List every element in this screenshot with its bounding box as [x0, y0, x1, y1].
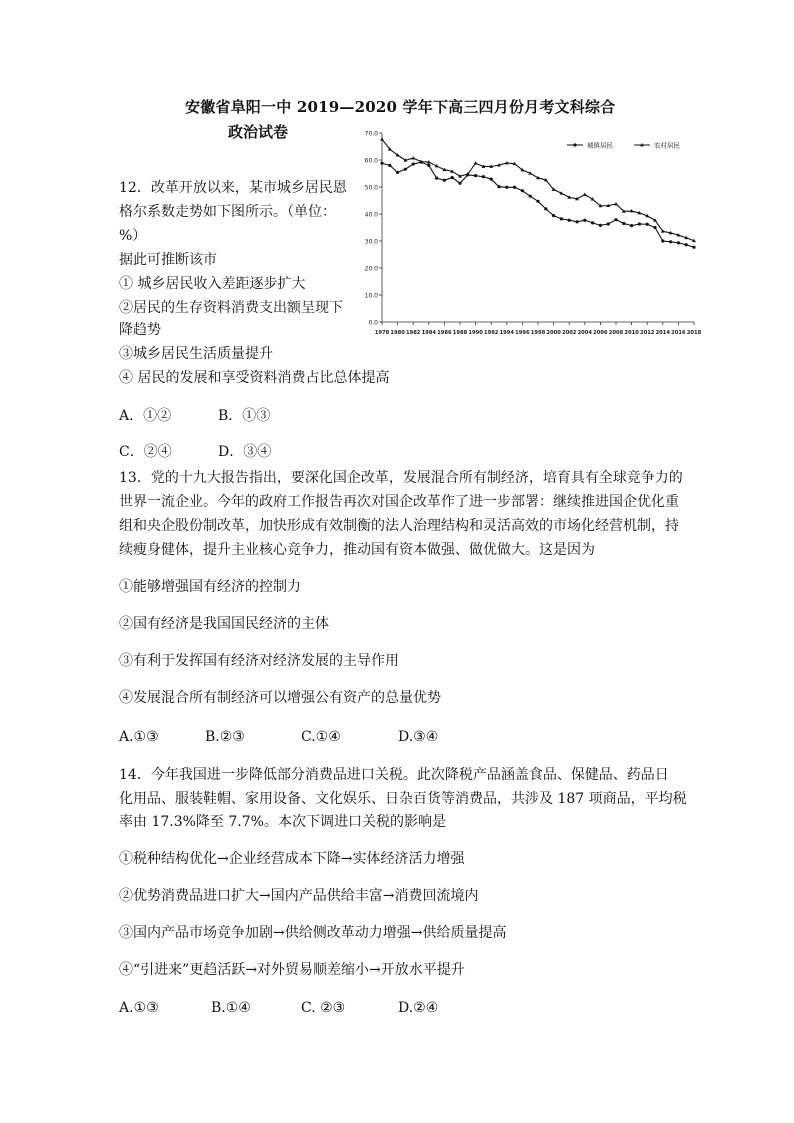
y-tick-label: 50.0 [364, 184, 378, 192]
series-1-point [497, 185, 500, 188]
series-1-point [614, 218, 617, 221]
series-1-point [474, 174, 477, 177]
q13-item-1: ①能够增强国有经济的控制力 [119, 579, 301, 595]
series-1-point [669, 240, 672, 243]
x-tick-label: 2000 [546, 330, 561, 336]
series-1-point [412, 162, 415, 165]
q12-stem-line-3: %） [119, 228, 147, 244]
y-tick-label: 0.0 [368, 319, 378, 327]
series-1-point [552, 214, 555, 217]
q14-item-2: ②优势消费品进口扩大→国内产品供给丰富→消费回流境内 [119, 888, 479, 904]
series-1-point [622, 222, 625, 225]
series-1-point [575, 220, 578, 223]
series-1-point [443, 179, 446, 182]
series-1-point [513, 186, 516, 189]
q12-stem-line-2: 格尔系数走势如下图所示。（单位： [119, 204, 336, 220]
x-tick-label: 1994 [499, 330, 515, 336]
series-1-point [653, 226, 656, 229]
x-tick-label: 2018 [686, 330, 702, 336]
series-1-point [544, 207, 547, 210]
q13-stem-line-1: 13．党的十九大报告指出，要深化国企改革，发展混合所有制经济，培育具有全球竞争力的 [119, 470, 683, 486]
series-2-point [411, 156, 415, 159]
series-1-point [435, 176, 438, 179]
q13-stem-line-3: 组和央企股份制改革，加快形成有效制衡的法人治理结构和灵活高效的市场化经营机制，持 [119, 518, 679, 534]
series-1-point [630, 224, 633, 227]
x-tick-label: 1998 [530, 330, 546, 336]
q13-option-a: A.①③ [119, 729, 159, 745]
series-1-point [388, 164, 391, 167]
x-tick-label: 2010 [624, 330, 639, 336]
series-1-point [380, 162, 383, 165]
y-tick-label: 30.0 [364, 238, 378, 246]
x-tick-label: 1980 [390, 330, 405, 336]
x-tick-label: 1982 [405, 330, 421, 336]
series-1-point [560, 217, 563, 220]
series-1-point [404, 168, 407, 171]
paper-subtitle: 政治试卷 [228, 123, 289, 141]
q12-item-2-cont: 降趋势 [119, 322, 161, 338]
q14-item-4: ④“引进来”更趋活跃→对外贸易顺差缩小→开放水平提升 [119, 962, 465, 978]
series-1-point [661, 239, 664, 242]
q13-stem-line-4: 续瘦身健体，提升主业核心竞争力，推动国有资本做强、做优做大。这是因为 [119, 542, 595, 558]
q13-item-4: ④发展混合所有制经济可以增强公有资产的总量优势 [119, 690, 441, 706]
q14-option-b: B.①④ [211, 1000, 251, 1016]
q14-item-3: ③国内产品市场竞争加剧→供给侧改革动力增强→供给质量提高 [119, 925, 507, 941]
q13-item-2: ②国有经济是我国国民经济的主体 [119, 616, 329, 632]
y-tick-label: 10.0 [364, 292, 378, 300]
series-2-point [614, 202, 618, 205]
q12-item-2: ②居民的生存资料消费支出额呈现下 [119, 300, 343, 316]
q12-option-a: A．①② [119, 408, 172, 424]
q12-option-d: D．③④ [218, 444, 272, 460]
x-tick-label: 2008 [608, 330, 624, 336]
series-1-point [591, 221, 594, 224]
q14-option-d: D.②④ [398, 1000, 439, 1016]
x-tick-label: 1996 [515, 330, 530, 336]
q14-item-1: ①税种结构优化→企业经营成本下降→实体经济活力增强 [119, 851, 465, 867]
series-1-point [568, 219, 571, 222]
series-1-point [505, 186, 508, 189]
q14-stem-line-1: 14．今年我国进一步降低部分消费品进口关税。此次降税产品涵盖食品、保健品、药品日 [119, 767, 669, 783]
series-1-point [692, 246, 695, 249]
x-tick-label: 2012 [639, 330, 655, 336]
series-1-point [521, 189, 524, 192]
series-1-point [458, 182, 461, 185]
q14-option-c: C. ②③ [301, 1000, 346, 1016]
x-tick-label: 1988 [452, 330, 468, 336]
x-tick-label: 1990 [468, 330, 483, 336]
q12-option-b: B．①③ [218, 408, 271, 424]
engel-coefficient-chart [362, 126, 702, 341]
series-2-point [380, 137, 384, 140]
x-tick-label: 2014 [655, 330, 671, 336]
series-1-point [638, 222, 641, 225]
series-1-point [529, 195, 532, 198]
q13-option-c: C.①④ [301, 729, 341, 745]
y-tick-label: 20.0 [364, 265, 378, 273]
y-tick-label: 60.0 [364, 157, 378, 165]
q12-stem-line-4: 据此可推断该市 [119, 252, 217, 268]
q12-item-3: ③城乡居民生活质量提升 [119, 346, 273, 362]
series-1-point [536, 200, 539, 203]
x-tick-label: 1984 [421, 330, 437, 336]
series-1-point [427, 164, 430, 167]
x-tick-label: 1986 [437, 330, 452, 336]
legend-label-1: 城镇居民 [587, 141, 613, 150]
series-1-point [490, 178, 493, 181]
q14-stem-line-2: 化用品、服装鞋帽、家用设备、文化娱乐、日杂百货等消费品，共涉及 187 项商品，平均税 [119, 791, 687, 807]
x-tick-label: 2016 [671, 330, 686, 336]
q12-stem-line-1: 12．改革开放以来，某市城乡居民恩 [119, 180, 347, 196]
q13-item-3: ③有利于发挥国有经济对经济发展的主导作用 [119, 653, 399, 669]
q14-stem-line-3: 率由 17.3%降至 7.7%。本次下调进口关税的影响是 [119, 814, 446, 830]
q13-option-b: B.②③ [205, 729, 245, 745]
series-2-point [583, 193, 587, 196]
q14-option-a: A.①③ [119, 1000, 159, 1016]
series-1-point [685, 243, 688, 246]
y-tick-label: 40.0 [364, 211, 378, 219]
series-1-point [607, 222, 610, 225]
q13-option-d: D.③④ [398, 729, 439, 745]
series-2-point [474, 161, 478, 164]
x-tick-label: 2004 [577, 330, 593, 336]
series-1-point [451, 176, 454, 179]
q13-stem-line-2: 世界一流企业。今年的政府工作报告再次对国企改革作了进一步部署：继续推进国企优化重 [119, 494, 679, 510]
x-tick-label: 1992 [483, 330, 499, 336]
paper-title: 安徽省阜阳一中 2019—2020 学年下高三四月份月考文科综合 [185, 98, 616, 116]
series-line-1 [382, 162, 694, 247]
series-1-point [646, 223, 649, 226]
series-1-point [599, 224, 602, 227]
x-tick-label: 2002 [561, 330, 577, 336]
legend-label-2: 农村居民 [654, 141, 680, 150]
q12-item-4: ④ 居民的发展和享受资料消费占比总体提高 [119, 370, 390, 386]
q12-option-c: C．②④ [119, 444, 172, 460]
series-1-point [583, 219, 586, 222]
x-tick-label: 2006 [593, 330, 608, 336]
series-1-point [396, 171, 399, 174]
y-tick-label: 70.0 [364, 130, 378, 138]
q12-item-1: ① 城乡居民收入差距逐步扩大 [119, 276, 306, 292]
legend-marker-1 [573, 143, 576, 146]
series-1-point [482, 175, 485, 178]
series-1-point [677, 241, 680, 244]
x-tick-label: 1978 [374, 330, 390, 336]
